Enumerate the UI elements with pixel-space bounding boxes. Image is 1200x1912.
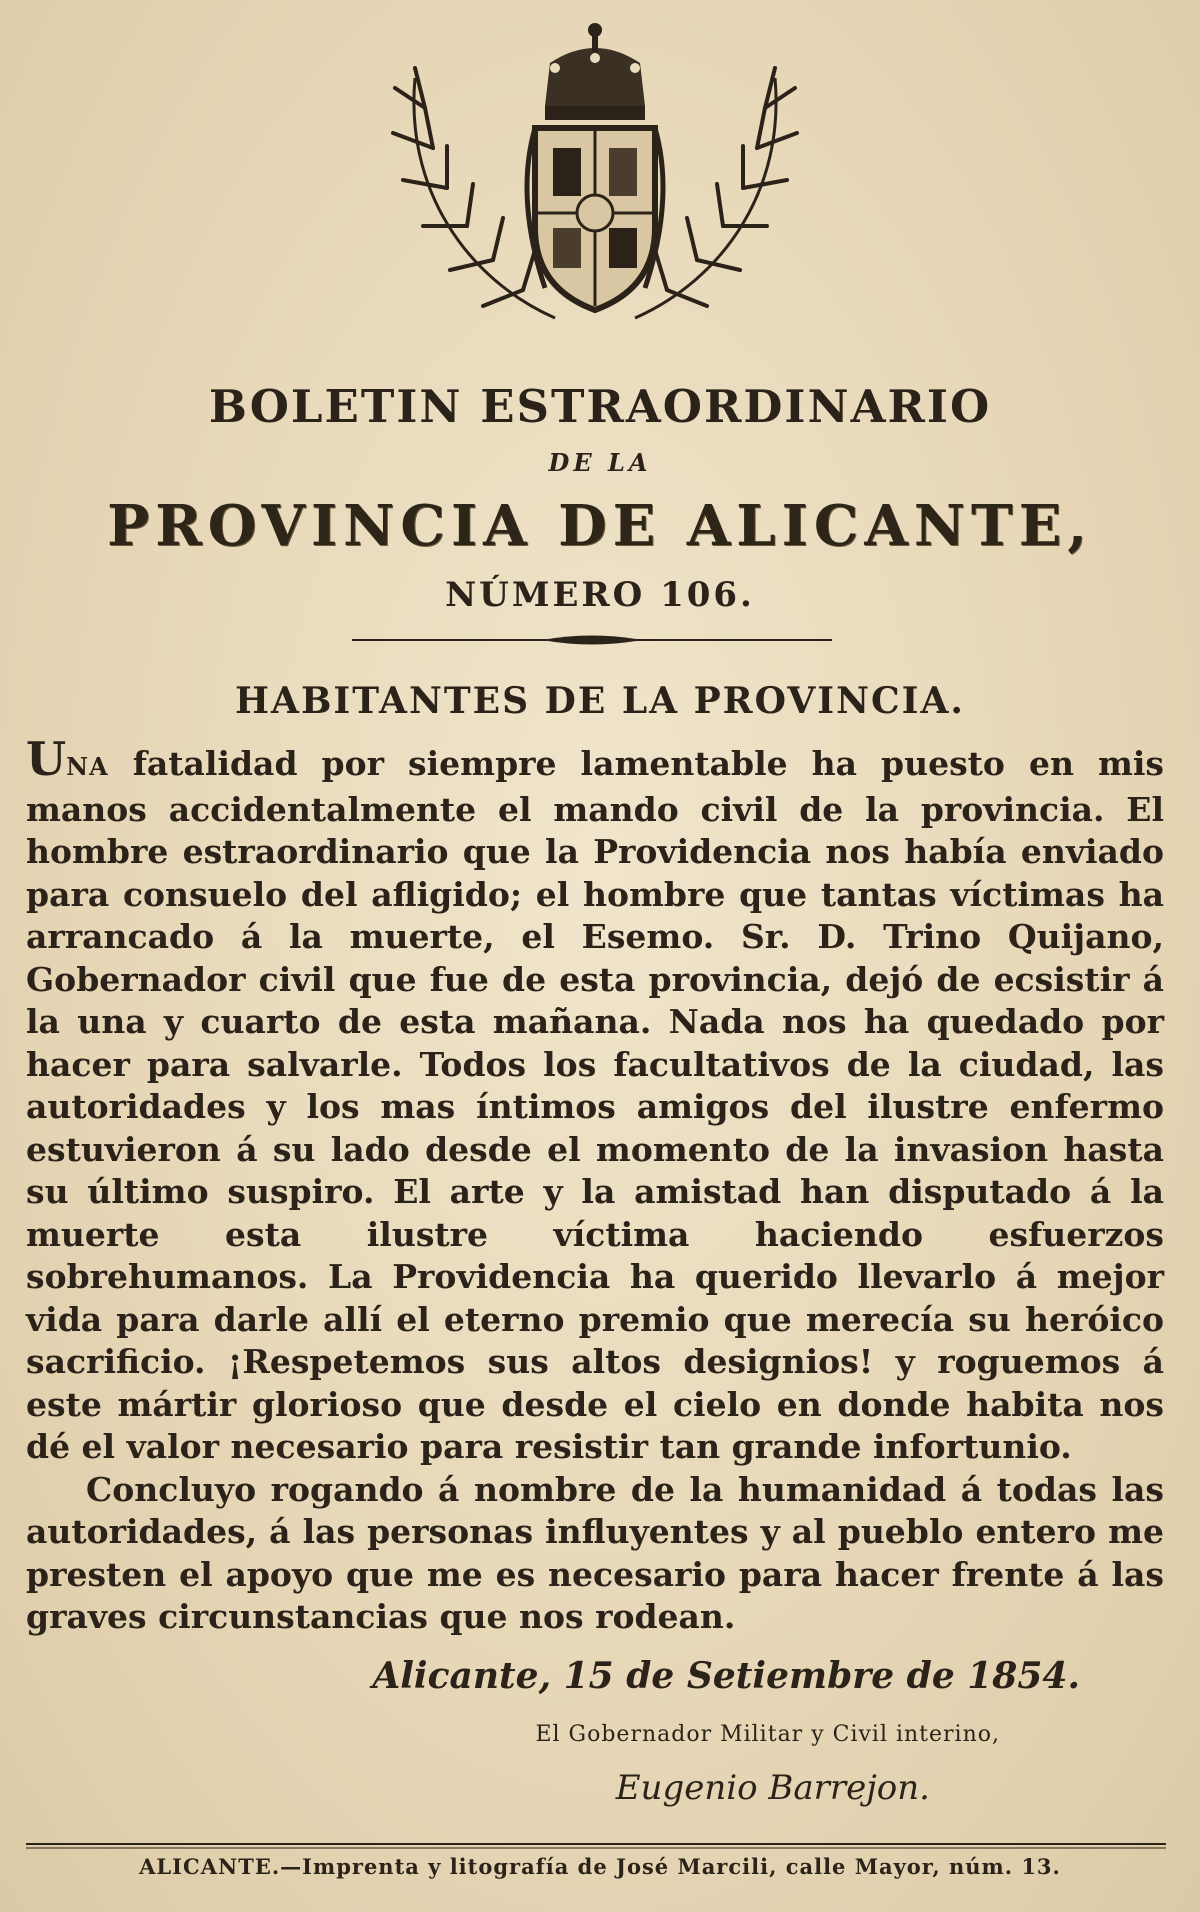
paragraph-2: Concluyo rogando á nombre de la humanidad á todas las autoridades, á las personas influyentes y al pueblo entero me presten el apoyo que me es necesario para hacer frente á las graves circunstancias que nos rodean. bbox=[26, 1469, 1164, 1636]
paragraph-1 bbox=[26, 732, 1164, 1469]
dateline: Alicante, 15 de Setiembre de 1854. bbox=[372, 1655, 1080, 1697]
royal-coat-of-arms-icon bbox=[385, 18, 805, 333]
footer-rule bbox=[26, 1842, 1166, 1850]
printer-imprint: ALICANTE.—Imprenta y litografía de José Marcili, calle Mayor, núm. 13. bbox=[139, 1854, 1061, 1879]
drop-cap-continuation: NA bbox=[66, 752, 109, 781]
bulletin-title-connector: DE LA bbox=[548, 448, 652, 477]
paragraph-1-text: fatalidad por siempre lamentable ha puesto en mis manos accidentalmente el mando civil de la provincia. El hombre estraordinario que la Providencia nos había enviado para consuelo del afligido; el hombre que tantas víctimas ha arrancado á la muerte, el Esemo. Sr. D. Trino Quijano, Gobernador civil que fue de esta provincia, dejó de ecsistir á la una y cuarto de esta mañana. Nada nos ha quedado por hacer para salvarle. Todos los facultativos de la ciudad, las autoridades y los mas íntimos amigos del ilustre enfermo estuvieron á su lado desde el momento de la invasion hasta su último suspiro. El arte y la amistad han disputado á la muerte esta ilustre víctima haciendo esfuerzos sobrehumanos. La Providencia ha querido llevarlo á mejor vida para darle allí el eterno premio que merecía su heróico sacrificio. ¡Respetemos sus altos designios! y roguemos á este mártir glorioso que desde el cielo en donde habita nos dé el valor necesario para resistir tan grande infortunio. bbox=[26, 744, 1164, 1466]
province-title: PROVINCIA DE ALICANTE, bbox=[107, 493, 1093, 559]
drop-cap: U bbox=[26, 732, 67, 786]
issue-number: NÚMERO 106. bbox=[445, 575, 755, 615]
address-heading: HABITANTES DE LA PROVINCIA. bbox=[235, 680, 965, 722]
governor-title: El Gobernador Militar y Civil interino, bbox=[535, 1722, 1000, 1747]
decorative-rule bbox=[352, 633, 832, 647]
signature: Eugenio Barrejon. bbox=[615, 1768, 930, 1808]
bulletin-title: BOLETIN ESTRAORDINARIO bbox=[208, 380, 992, 433]
proclamation-text bbox=[26, 732, 1164, 1639]
